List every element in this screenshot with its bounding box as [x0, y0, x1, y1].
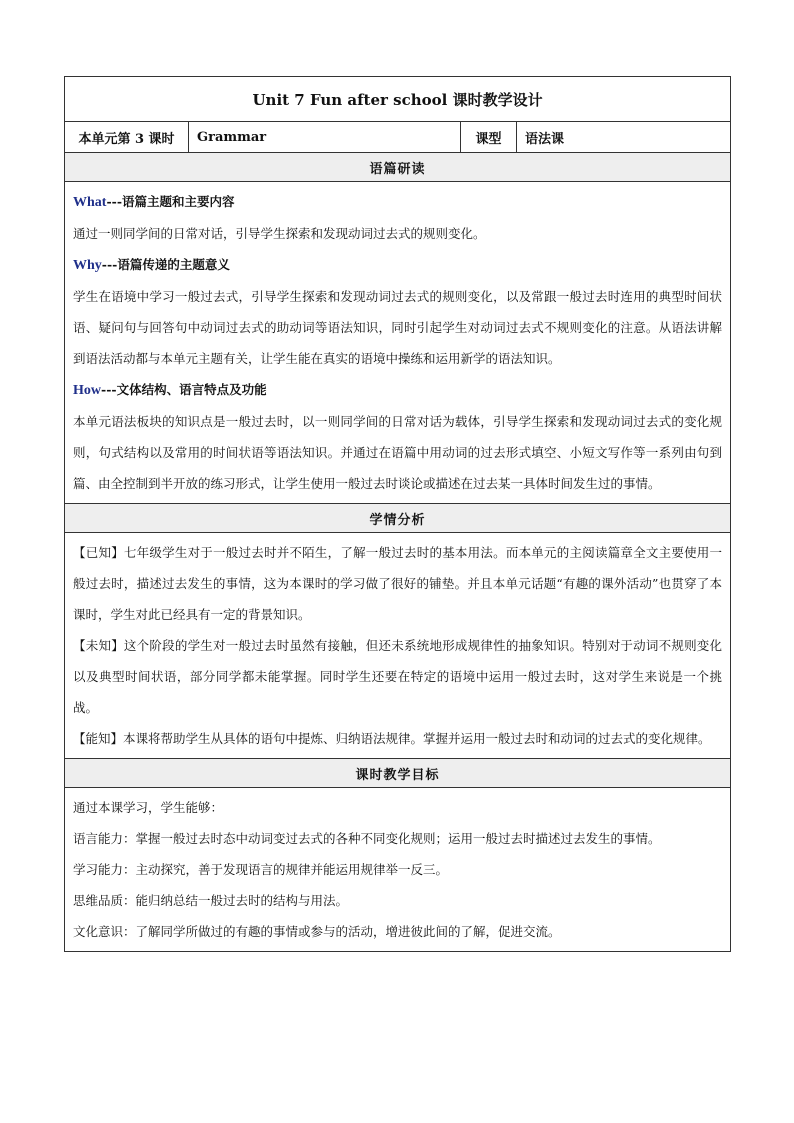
section-heading-text-analysis: 语篇研读 [65, 153, 731, 182]
known-paragraph: 【已知】七年级学生对于一般过去时并不陌生，了解一般过去时的基本用法。而本单元的主阅读篇章全文主要使用一般过去时，描述过去发生的事情，这为本课时的学习做了很好的铺垫。并且本单元话题“有趣的课外活动”也贯穿了本课时，学生对此已经具有一定的背景知识。 [73, 545, 723, 622]
objective-thinking: 思维品质：能归纳总结一般过去时的结构与用法。 [73, 893, 349, 908]
student-analysis-body [65, 533, 731, 759]
how-paragraph: 本单元语法板块的知识点是一般过去时，以一则同学间的日常对话为载体，引导学生探索和发现动词过去式的变化规则，句式结构以及常用的时间状语等语法知识。并通过在语篇中用动词的过去形式填空、小短文写作等一系列由句到篇、由全控制到半开放的练习形式，让学生使用一般过去时谈论或描述在过去某一具体时间发生过的事情。 [73, 414, 723, 491]
what-subheading: What---语篇主题和主要内容 [73, 194, 235, 210]
meta-row [65, 122, 731, 153]
what-paragraph: 通过一则同学间的日常对话，引导学生探索和发现动词过去式的规则变化。 [73, 226, 486, 241]
lesson-label: 本单元第 3 课时 [65, 122, 189, 153]
section-heading-student-analysis: 学情分析 [65, 504, 731, 533]
page-title: Unit 7 Fun after school 课时教学设计 [65, 77, 731, 122]
objective-culture: 文化意识：了解同学所做过的有趣的事情或参与的活动，增进彼此间的了解，促进交流。 [73, 924, 561, 939]
objectives-intro: 通过本课学习，学生能够： [73, 800, 224, 815]
section-heading-objectives: 课时教学目标 [65, 759, 731, 788]
lesson-value: Grammar [189, 122, 461, 153]
type-value: 语法课 [517, 122, 731, 153]
unknown-paragraph: 【未知】这个阶段的学生对一般过去时虽然有接触，但还未系统地形成规律性的抽象知识。特别对于动词不规则变化以及典型时间状语，部分同学都未能掌握。同时学生还要在特定的语境中运用一般过去时，这对学生来说是一个挑战。 [73, 638, 723, 715]
why-paragraph: 学生在语境中学习一般过去式，引导学生探索和发现动词过去式的规则变化，以及常跟一般过去时连用的典型时间状语、疑问句与回答句中动词过去式的助动词等语法知识，同时引起学生对动词过去式不规则变化的注意。从语法讲解到语法活动都与本单元主题有关，让学生能在真实的语境中操练和运用新学的语法知识。 [73, 289, 723, 366]
text-analysis-body [65, 182, 731, 504]
objectives-body [65, 788, 731, 952]
objective-language: 语言能力：掌握一般过去时态中动词变过去式的各种不同变化规则；运用一般过去时描述过去发生的事情。 [73, 831, 661, 846]
why-subheading: Why---语篇传递的主题意义 [73, 257, 230, 273]
lesson-design-table [64, 76, 731, 952]
type-label: 课型 [461, 122, 517, 153]
ability-paragraph: 【能知】本课将帮助学生从具体的语句中提炼、归纳语法规律。掌握并运用一般过去时和动词的过去式的变化规律。 [73, 731, 711, 746]
how-subheading: How---文体结构、语言特点及功能 [73, 382, 267, 398]
objective-learning: 学习能力：主动探究，善于发现语言的规律并能运用规律举一反三。 [73, 862, 449, 877]
